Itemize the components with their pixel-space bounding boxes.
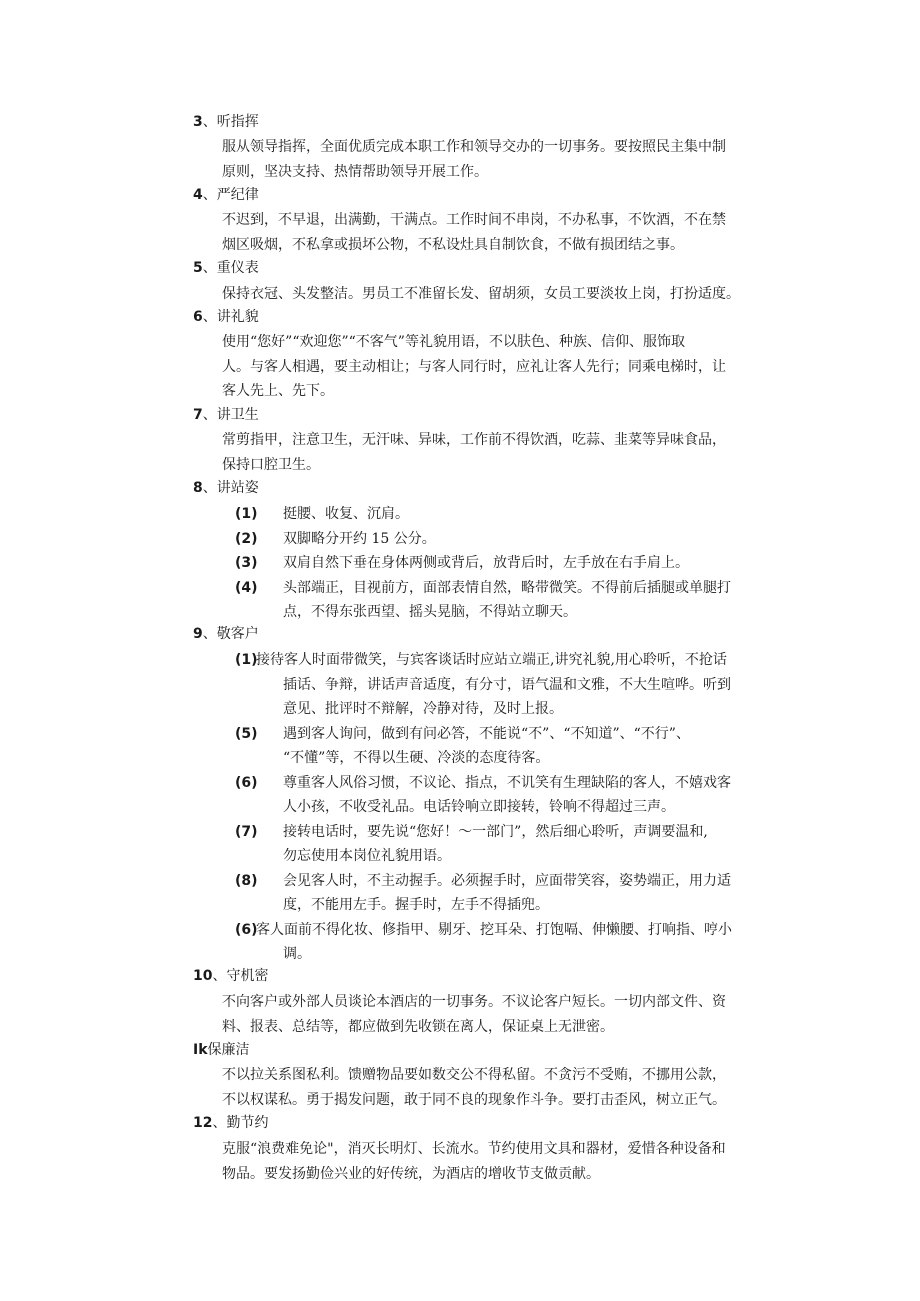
list-item: (5) 遇到客人询问，做到有问必答，不能说“不”、“不知道”、“不行”、 xyxy=(235,725,690,742)
section-body-7: 常剪指甲，注意卫生，无汗味、异味，工作前不得饮酒，吃蒜、韭菜等异味食品， 保持口腔卫生。 xyxy=(222,432,726,473)
section-heading-10: 10、守机密 xyxy=(193,968,269,984)
section-heading-4: 4、严纪律 xyxy=(193,187,259,203)
list-item-continuation: 插话、争辩，讲话声音适度，有分寸，语气温和文雅，不大生喧哗。听到 xyxy=(283,676,731,693)
customer-list xyxy=(235,648,795,967)
section-body-11: 不以拉关系图私利。馈赠物品要如数交公不得私留。不贪污不受贿，不挪用公款， 不以权谋私。勇于揭发问题，敢于同不良的现象作斗争。要打击歪风，树立正气。 xyxy=(222,1067,726,1108)
stance-list xyxy=(235,502,795,625)
section-body-12: 克服“浪费难免论"，消灭长明灯、长流水。节约使用文具和器材，爱惜各种设备和 物品。要发扬勤俭兴业的好传统，为酒店的增收节支做贡献。 xyxy=(222,1141,726,1182)
section-heading-5: 5、重仪表 xyxy=(193,260,259,276)
section-body-10: 不向客户或外部人员谈论本酒店的一切事务。不议论客户短长。一切内部文件、资 料、报表、总结等，都应做到先收锁在离人，保证桌上无泄密。 xyxy=(222,994,726,1035)
list-item: (3) 双肩自然下垂在身体两侧或背后，放背后时，左手放在右手肩上。 xyxy=(235,555,689,571)
list-item-continuation: 人小孩，不收受礼品。电话铃响立即接转，铃响不得超过三声。 xyxy=(283,799,675,815)
list-item: (8) 会见客人时，不主动握手。必须握手时，应面带笑容，姿势端正，用力适 xyxy=(235,872,731,889)
section-body-6: 使用“您好”“欢迎您”“不客气”等礼貌用语，不以肤色、种族、信仰、服饰取 人。与客人相遇，要主动相让；与客人同行时，应礼让客人先行；同乘电梯时，让 客人先上、先下。 xyxy=(222,334,726,399)
list-item: (7) 接转电话时，要先说“您好！〜一部门”，然后细心聆听，声调要温和, xyxy=(235,823,708,840)
section-heading-9: 9、敬客户 xyxy=(193,626,259,642)
section-heading-7: 7、讲卫生 xyxy=(193,407,259,423)
section-heading-8: 8、讲站姿 xyxy=(193,480,259,496)
section-body-5: 保持衣冠、头发整洁。男员工不准留长发、留胡须，女员工要淡妆上岗，打扮适度。 xyxy=(222,286,740,302)
list-item-continuation: 意见、批评时不辩解，冷静对待，及时上报。 xyxy=(283,701,563,717)
list-item-continuation: 勿忘使用本岗位礼貌用语。 xyxy=(283,848,451,864)
list-item-continuation: 点，不得东张西望、摇头晃脑，不得站立聊天。 xyxy=(283,604,577,620)
list-item: (6) 尊重客人风俗习惯，不议论、指点，不讥笑有生理缺陷的客人，不嬉戏客 xyxy=(235,774,731,791)
list-item: (2) 双脚略分开约 15 公分。 xyxy=(235,530,436,547)
section-body-4: 不迟到，不早退，出满勤，干满点。工作时间不串岗，不办私事，不饮酒，不在禁 烟区吸烟，不私拿或损坏公物，不私设灶具自制饮食，不做有损团结之事。 xyxy=(222,212,726,253)
list-item-continuation: 度，不能用左手。握手时，左手不得插兜。 xyxy=(283,897,549,913)
list-item: (4) 头部端正，目视前方，面部表情自然，略带微笑。不得前后插腿或单腿打 xyxy=(235,579,731,596)
section-body-3: 服从领导指挥，全面优质完成本职工作和领导交办的一切事务。要按照民主集中制 原则，坚决支持、热情帮助领导开展工作。 xyxy=(222,139,726,180)
list-item: (1) 接待客人时面带微笑，与宾客谈话时应站立端正,讲究礼貌,用心聆听，不抢话 xyxy=(235,652,727,668)
section-heading-6: 6、讲礼貌 xyxy=(193,309,259,325)
list-item-continuation: 调。 xyxy=(283,946,311,962)
list-item: (1) 挺腰、收复、沉肩。 xyxy=(235,506,409,522)
list-item: (6) 客人面前不得化妆、修指甲、剔牙、挖耳朵、打饱嗝、伸懒腰、打响指、哼小 xyxy=(235,921,732,938)
section-heading-3: 3、听指挥 xyxy=(193,114,259,130)
section-heading-11: Ik保廉洁 xyxy=(193,1042,250,1058)
list-item-continuation: “不懂”等，不得以生硬、冷淡的态度待客。 xyxy=(283,750,550,766)
section-heading-12: 12、勤节约 xyxy=(193,1115,269,1131)
